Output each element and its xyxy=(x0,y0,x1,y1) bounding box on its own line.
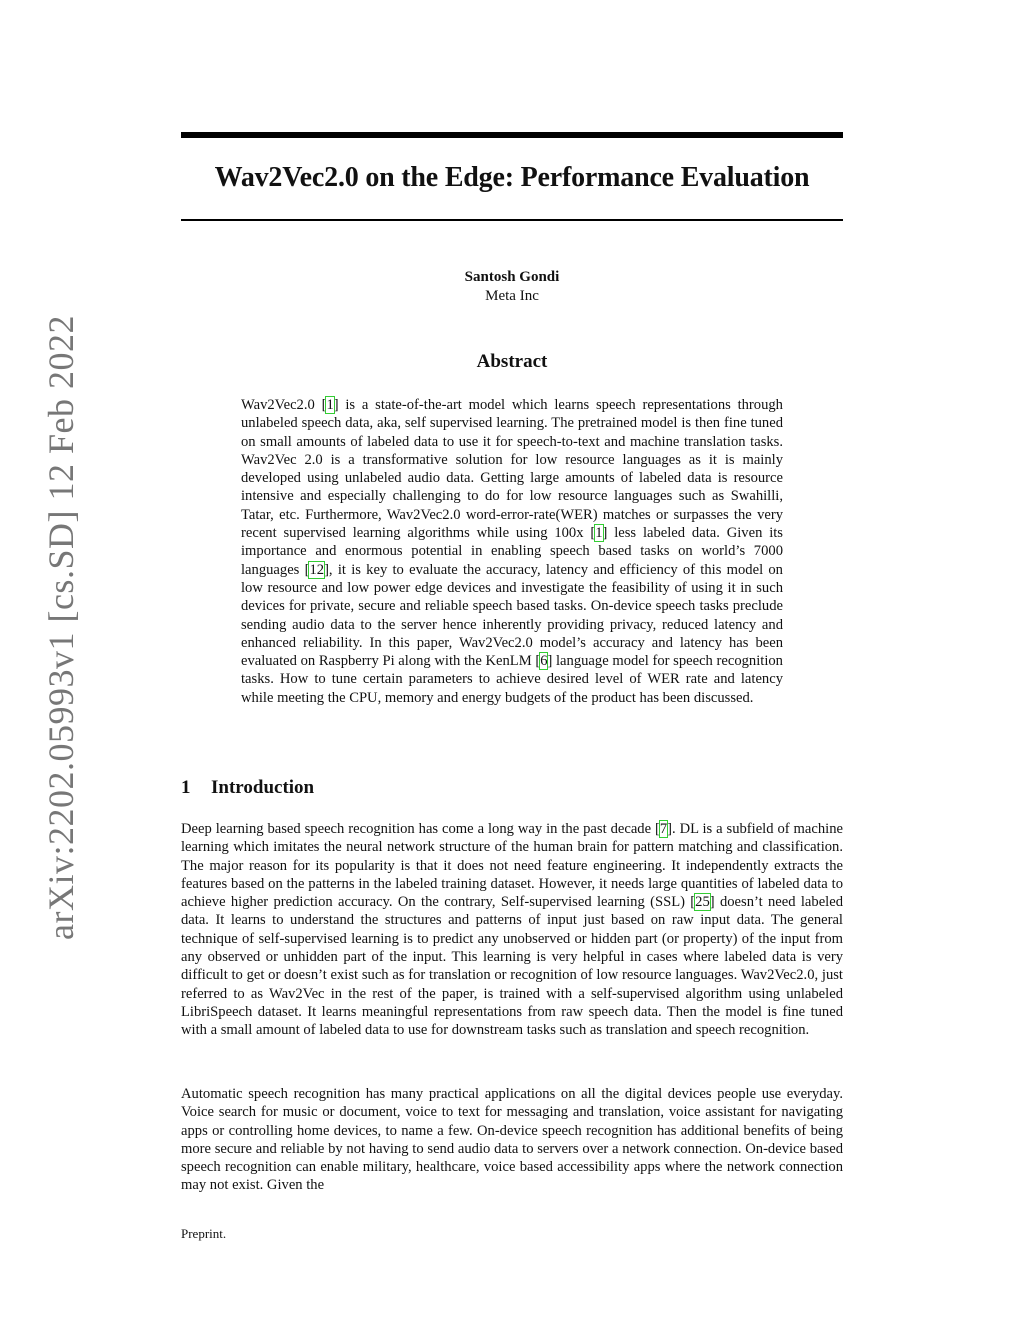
citation-link[interactable]: 1 xyxy=(595,525,603,542)
paper-title: Wav2Vec2.0 on the Edge: Performance Evaluation xyxy=(214,162,810,193)
abstract-text: ] is a state-of-the-art model which learns speech representations through unlabeled speech data, aka, self supervised learning. The pretrained model is then fine tuned on small amounts of labeled data to use it for speech-to-text and machine translation tasks. Wav2Vec 2.0 is a transformative solution for low resource languages as it is mainly developed using unlabeled audio data. Getting large amounts of labeled data is resource intensive and especially challenging to do for low resource languages such as Swahilli, Tatar, etc. Furthermore, Wav2Vec2.0 word-error-rate(WER) matches or surpasses the very recent supervised learning algorithms while using 100x [ xyxy=(241,397,783,542)
arxiv-identifier-stamp[interactable]: arXiv:2202.05993v1 [cs.SD] 12 Feb 2022 xyxy=(41,315,81,940)
paragraph-text: ] doesn’t need labeled data. It learns to understand the structures and patterns of input just based on raw input data. The general technique of self-supervised learning is to predict any unobserved or hidden part (or property) of the input from any observed or unhidden part of the input. This learning is very helpful in cases where labeled data is very difficult to get or doesn’t exist such as for translation or recognition of low resource languages. Wav2Vec2.0, just referred to as Wav2Vec in the rest of the paper, is trained with a self-supervised algorithm using unlabeled LibriSpeech dataset. It learns meaningful representations from raw speech data. Then the model is fine tuned with a small amount of labeled data to use for downstream tasks such as translation and speech recognition. xyxy=(181,894,844,1039)
section-number: 1 xyxy=(181,777,191,798)
citation-link[interactable]: 7 xyxy=(659,821,668,837)
abstract-heading: Abstract xyxy=(476,351,548,372)
intro-paragraph-2: Automatic speech recognition has many practical applications on all the digital devices people use everyday. Voice search for music or document, voice to text for messaging and translation, voice assistant for navigating apps or controlling home devices, to name a few. On-device speech recognition has additional benefits of being more secure and reliable by not having to send audio data to servers over a network connection. On-device based speech recognition can enable military, healthcare, voice based accessibility apps where the network connection may not exist. Given the xyxy=(181,1086,843,1194)
paragraph-text: Deep learning based speech recognition has come a long way in the past decade [ xyxy=(181,821,660,837)
title-top-rule xyxy=(181,132,843,138)
abstract-body xyxy=(241,396,783,707)
citation-link[interactable]: 12 xyxy=(309,561,325,578)
section-heading-introduction xyxy=(181,777,314,799)
intro-paragraph-1 xyxy=(181,820,843,1040)
citation-link[interactable]: 25 xyxy=(695,894,710,911)
author-name: Santosh Gondi xyxy=(464,269,560,285)
abstract-text: ] less labeled data. Given its importance and enormous potential in enabling speech based tasks on world’s 7000 languages [ xyxy=(241,525,783,578)
abstract-text: ] language model for speech recognition tasks. How to tune certain parameters to achieve desired level of WER rate and latency while meeting the CPU, memory and energy budgets of the product has been discussed. xyxy=(241,653,783,706)
abstract-text: ], it is key to evaluate the accuracy, latency and efficiency of this model on low resource and low power edge devices and investigate the feasibility of using it in such devices for private, secure and reliable speech based tasks. On-device speech tasks preclude sending audio data to the server hence inherently providing privacy, reduced latency and enhanced reliability. In this paper, Wav2Vec2.0 model’s accuracy and latency has been evaluated on Raspberry Pi along with the KenLM [ xyxy=(241,561,783,670)
abstract-text: Wav2Vec2.0 [ xyxy=(241,397,327,413)
section-title: Introduction xyxy=(211,777,315,798)
citation-link[interactable]: 1 xyxy=(326,397,334,413)
citation-link[interactable]: 6 xyxy=(540,653,548,670)
preprint-footer: Preprint. xyxy=(181,1226,227,1241)
paragraph-text: ]. DL is a subfield of machine learning which imitates the neural network structure of the human brain for pattern matching and classification. The major reason for its popularity is that it does not need feature engineering. It independently extracts the features based on the patterns in the labeled training dataset. However, it needs large quantities of labeled data to achieve higher prediction accuracy. On the contrary, Self-supervised learning (SSL) [ xyxy=(181,821,843,911)
author-block xyxy=(181,268,843,306)
author-affiliation: Meta Inc xyxy=(485,288,539,304)
title-bottom-rule xyxy=(181,219,843,221)
